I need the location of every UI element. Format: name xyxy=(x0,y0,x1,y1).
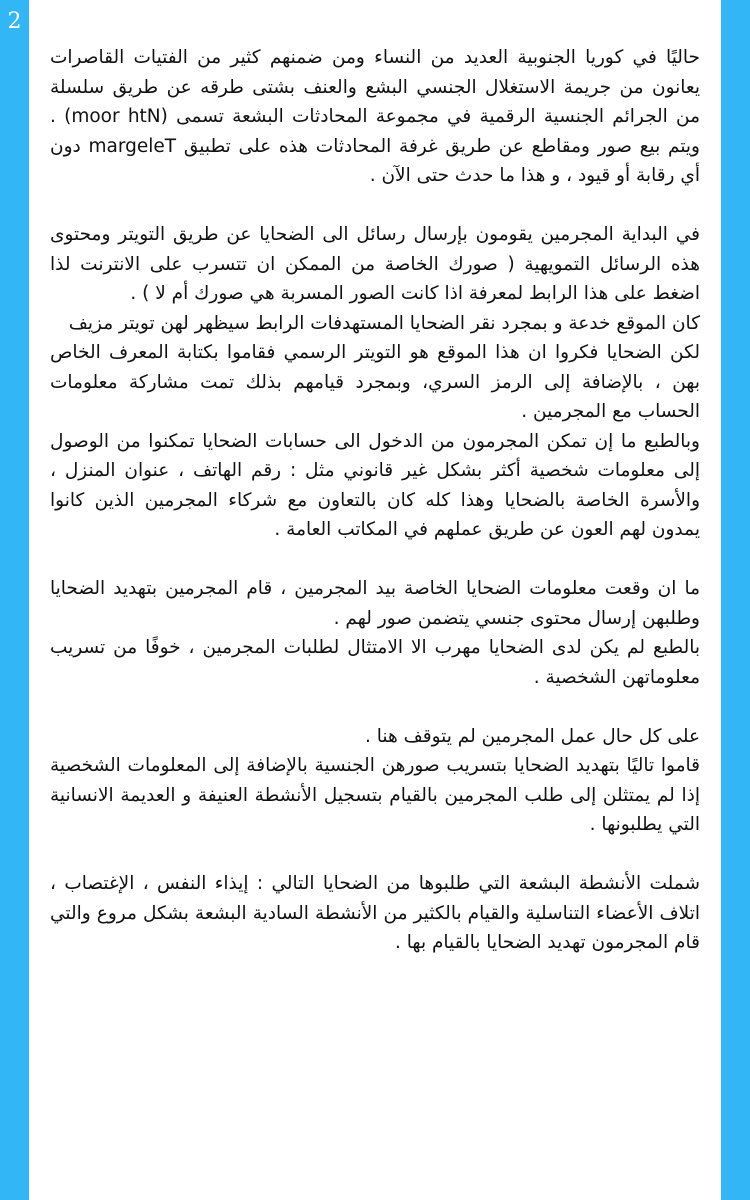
paragraph-beginning: في البداية المجرمين يقومون بإرسال رسائل الى الضحايا عن طريق التويتر ومحتوى هذه الرسائل التمويهية ( صورك الخاصة من الممكن ان تتسرب على الانترنت لذا اضغط على هذا الرابط لمعرفة اذا كانت الصور المسربة هي صورك أم لا ) . xyxy=(50,224,700,304)
paragraph-intro: حاليًا في كوريا الجنوبية العديد من النساء ومن ضمنهم كثير من الفتيات القاصرات يعانون من جريمة الاستغلال الجنسي البشع والعنف بشتى طرقه عن طريق سلسلة من الجرائم الجنسية الرقمية في مجموعة المحادثات البشعة تسمى (moor htN) . ويتم بيع صور ومقاطع عن طريق غرفة المحادثات هذه على تطبيق margeleT دون أي رقابة أو قيود ، و هذا ما حدث حتى الآن . xyxy=(50,47,701,186)
right-border-bar xyxy=(721,0,750,1200)
article-body xyxy=(50,43,700,958)
paragraph-gap xyxy=(50,545,700,575)
paragraph-credentials: لكن الضحايا فكروا ان هذا الموقع هو التويتر الرسمي فقاموا بكتابة المعرف الخاص بهن ، بالإضافة إلى الرمز السري، وبمجرد قيامهم بذلك تمت مشاركة معلومات الحساب مع المجرمين . xyxy=(50,342,700,422)
paragraph-threats: ما ان وقعت معلومات الضحايا الخاصة بيد المجرمين ، قام المجرمين بتهديد الضحايا وطلبهن إرسال محتوى جنسي يتضمن صور لهم . xyxy=(50,578,700,629)
left-border-bar xyxy=(0,0,29,1200)
paragraph-gap xyxy=(50,191,700,221)
paragraph-activities: شملت الأنشطة البشعة التي طلبوها من الضحايا التالي : إيذاء النفس ، الإغتصاب ، اتلاف الأعضاء التناسلية والقيام بالكثير من الأنشطة السادية البشعة بشكل مروع والتي قام المجرمون تهديد الضحايا بالقيام بها . xyxy=(50,873,700,953)
paragraph-personal-info: وبالطبع ما إن تمكن المجرمون من الدخول الى حسابات الضحايا تمكنوا من الوصول إلى معلومات شخصية أكثر بشكل غير قانوني مثل : رقم الهاتف ، عنوان المنزل ، والأسرة الخاصة بالضحايا وهذا كله كان بالتعاون مع شركاء المجرمين الذين كانوا يمدون لهم العون عن طريق عملهم في المكاتب العامة . xyxy=(50,430,700,540)
paragraph-continued: على كل حال عمل المجرمين لم يتوقف هنا . xyxy=(365,725,700,747)
page-number: 2 xyxy=(7,9,22,34)
paragraph-compliance: بالطبع لم يكن لدى الضحايا مهرب الا الامتثال لطلبات المجرمين ، خوفًا من تسريب معلوماتهن الشخصية . xyxy=(50,637,700,688)
paragraph-fake-site: كان الموقع خدعة و بمجرد نقر الضحايا المستهدفات الرابط سيظهر لهن تويتر مزيف xyxy=(68,312,700,334)
paragraph-gap xyxy=(50,840,700,870)
paragraph-gap xyxy=(50,692,700,722)
paragraph-escalation: قاموا تاليًا بتهديد الضحايا بتسريب صورهن الجنسية بالإضافة إلى المعلومات الشخصية إذا لم يمتثلن إلى طلب المجرمين بالقيام بتسجيل الأنشطة العنيفة و العديمة الانسانية التي يطلبونها . xyxy=(50,755,700,835)
